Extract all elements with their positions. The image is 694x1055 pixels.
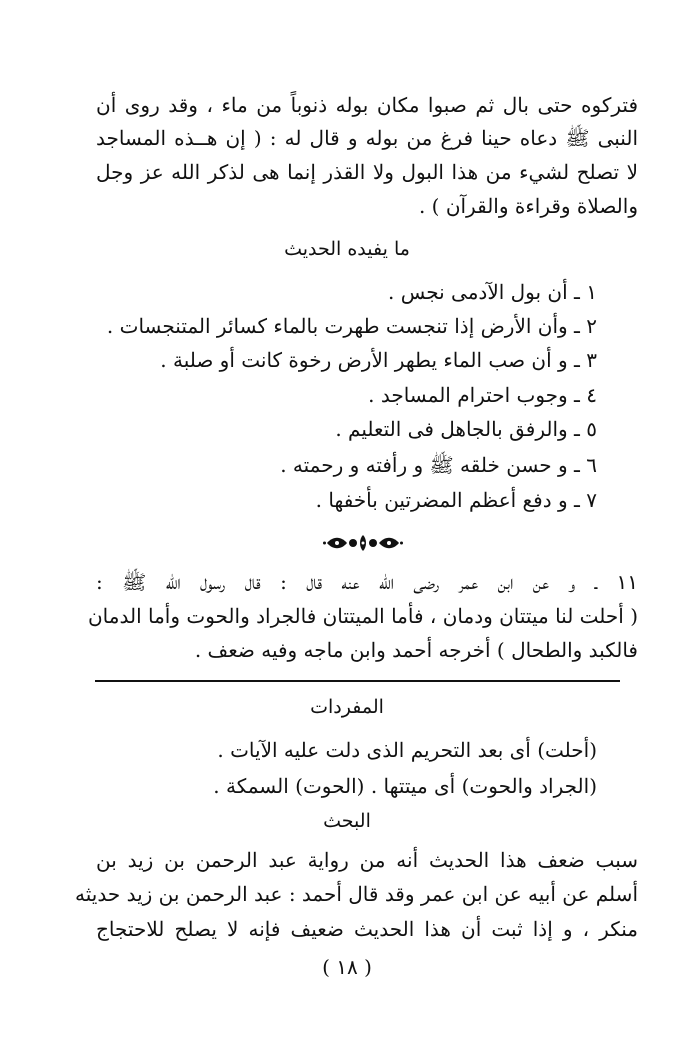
research-heading: البحث — [323, 810, 371, 832]
benefit-item: ٥ ـ والرفق بالجاهل فى التعليم . — [335, 417, 597, 441]
research-line: سبب ضعف هذا الحديث أنه من رواية عبد الرحمن بن زيد بن — [96, 848, 638, 872]
intro-line: لا تصلح لشيء من هذا البول ولا القذر إنما هى لذكر الله عز وجل — [96, 160, 638, 184]
vocab-line: (أحلت) أى بعد التحريم الذى دلت عليه الآيات . — [217, 738, 597, 762]
intro-line: والصلاة وقراءة والقرآن ) . — [418, 194, 638, 218]
ornament-divider — [323, 533, 403, 553]
benefits-heading: ما يفيده الحديث — [284, 238, 410, 260]
intro-line: فتركوه حتى بال ثم صبوا مكان بوله ذنوباً من ماء ، وقد روى أن — [96, 93, 639, 117]
benefit-item: ٧ ـ و دفع أعظم المضرتين بأخفها . — [315, 488, 597, 512]
benefit-item: ٢ ـ وأن الأرض إذا تنجست طهرت بالماء كسائر المتنجسات . — [106, 314, 597, 338]
vocab-heading: المفردات — [310, 696, 384, 718]
hadith-line: ١١ ـ و عن ابن عمر رضى الله عنه قال : قال رسول الله ﷺ : — [96, 570, 638, 594]
intro-line: النبى ﷺ دعاه حينا فرغ من بوله و قال له : ( إن هــذه المساجد — [96, 126, 638, 150]
research-line: أسلم عن أبيه عن ابن عمر وقد قال أحمد : عبد الرحمن بن زيد حديثه — [75, 882, 638, 906]
research-line: منكر ، و إذا ثبت أن هذا الحديث ضعيف فإنه لا يصلح للاحتجاج — [96, 917, 638, 941]
section-divider — [95, 680, 620, 682]
vocab-line: (الجراد والحوت) أى ميتتها . (الحوت) السمكة . — [213, 774, 597, 798]
hadith-line: فالكبد والطحال ) أخرجه أحمد وابن ماجه وفيه ضعف . — [194, 638, 638, 662]
hadith-line: ( أحلت لنا ميتتان ودمان ، فأما الميتتان فالجراد والحوت وأما الدمان — [87, 604, 638, 628]
benefit-item: ٦ ـ و حسن خلقه ﷺ و رأفته و رحمته . — [280, 453, 597, 477]
page-number: ( ١٨ ) — [322, 955, 372, 979]
benefit-item: ٤ ـ وجوب احترام المساجد . — [368, 383, 597, 407]
benefit-item: ٣ ـ و أن صب الماء يطهر الأرض رخوة كانت أو صلبة . — [160, 348, 597, 372]
benefit-item: ١ ـ أن بول الآدمى نجس . — [387, 280, 597, 304]
